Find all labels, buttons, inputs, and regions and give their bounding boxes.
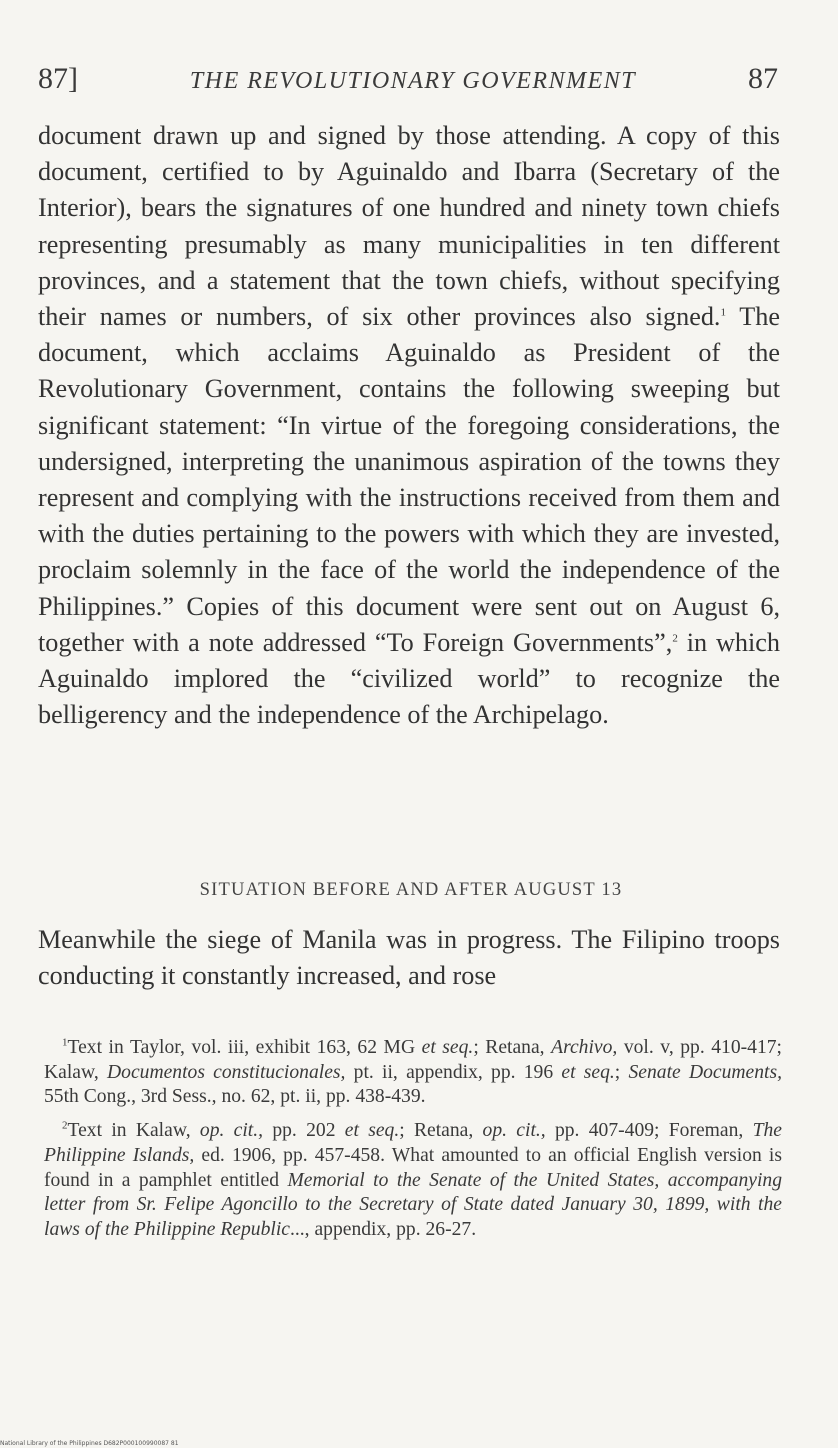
left-page-number: 87] (38, 62, 78, 95)
body-text-part: in which Aguinaldo implored the “civilized world” to recognize the belligerency and the independence of the Archipelago. (38, 627, 780, 730)
footnote-italic: The Philippine Islands, (44, 1120, 782, 1166)
footnote-text: pt. ii, appendix, pp. 196 (345, 1061, 562, 1083)
body-paragraph (38, 118, 780, 733)
footnote-text: Text in Kalaw, (67, 1120, 200, 1142)
footnote-ref-2: 2 (672, 632, 678, 645)
footnote-text: 55th Cong., 3rd Sess., no. 62, pt. ii, pp. 438-439. (44, 1086, 426, 1108)
footnote-italic: Senate Documents, (628, 1061, 782, 1083)
footnote-mark: 2 (62, 1119, 68, 1132)
footnote-text: ; Retana, (399, 1120, 483, 1142)
footnote-italic: op. cit., (199, 1120, 264, 1142)
footnote-1 (44, 1036, 782, 1110)
footnote-italic: Archivo, (551, 1037, 618, 1058)
footnote-text: ; Retana, (473, 1037, 552, 1058)
running-title: THE REVOLUTIONARY GOVERNMENT (189, 68, 637, 94)
footnotes (44, 1036, 782, 1252)
footnote-text: pp. 407-409; Foreman, (545, 1120, 753, 1142)
footnote-text: ed. 1906, pp. 457-458. What amounted to an official English version is found in a pamphlet entitled (44, 1144, 782, 1191)
body-text-part: document drawn up and signed by those attending. A copy of this document, certified to by Aguinaldo and Ibarra (Secretary of the Interior), bears the signatures of one hundred and ninety town chiefs representing presumably as many municipalities in ten different provinces, and a statement that the town chiefs, without specifying their names or numbers, of six other provinces also signed. (38, 121, 780, 332)
footnote-italic: Documentos constitucionales, (107, 1061, 346, 1083)
footnote-text: ; (614, 1061, 629, 1083)
footnote-text: vol. v, pp. 410-417; Kalaw, (44, 1037, 782, 1083)
footnote-italic: op. cit., (482, 1120, 546, 1142)
footnote-text: Text in Taylor, vol. iii, exhibit 163, 62 MG (67, 1037, 422, 1058)
footnote-italic: et seq. (344, 1120, 400, 1142)
footnote-italic: et seq. (421, 1037, 474, 1058)
footnote-mark: 1 (62, 1036, 68, 1049)
footnote-text: ..., appendix, pp. 26-27. (289, 1218, 477, 1240)
section-paragraph: Meanwhile the siege of Manila was in progress. The Filipino troops conducting it constantly increased, and rose (38, 925, 780, 991)
footnote-italic: et seq. (561, 1061, 615, 1083)
right-page-number: 87 (747, 62, 778, 95)
section-heading: SITUATION BEFORE AND AFTER AUGUST 13 (199, 880, 623, 900)
footnote-2 (44, 1119, 782, 1243)
footnote-text: pp. 202 (263, 1120, 345, 1142)
footnote-ref-1: 1 (720, 306, 726, 319)
footnote-italic: Memorial to the Senate of the United States, accompanying letter from Sr. Felipe Agoncillo to the Secretary of State dated January 30, 1899, with the laws of the Philippine Republic (44, 1169, 782, 1240)
body-text-part: The document, which acclaims Aguinaldo as President of the Revolutionary Government, contains the following sweeping but significant statement: “In virtue of the foregoing considerations, the undersigned, interpreting the unanimous aspiration of the towns they represent and complying with the instructions received from them and with the duties pertaining to the powers with which they are invested, proclaim solemnly in the face of the world the independence of the Philippines.” Copies of this document were sent out on August 6, together with a note addressed “To Foreign Governments”, (38, 302, 780, 657)
running-header (38, 62, 778, 102)
scan-footer: National Library of the Philippines D682P000100990087 81 (0, 1440, 179, 1447)
